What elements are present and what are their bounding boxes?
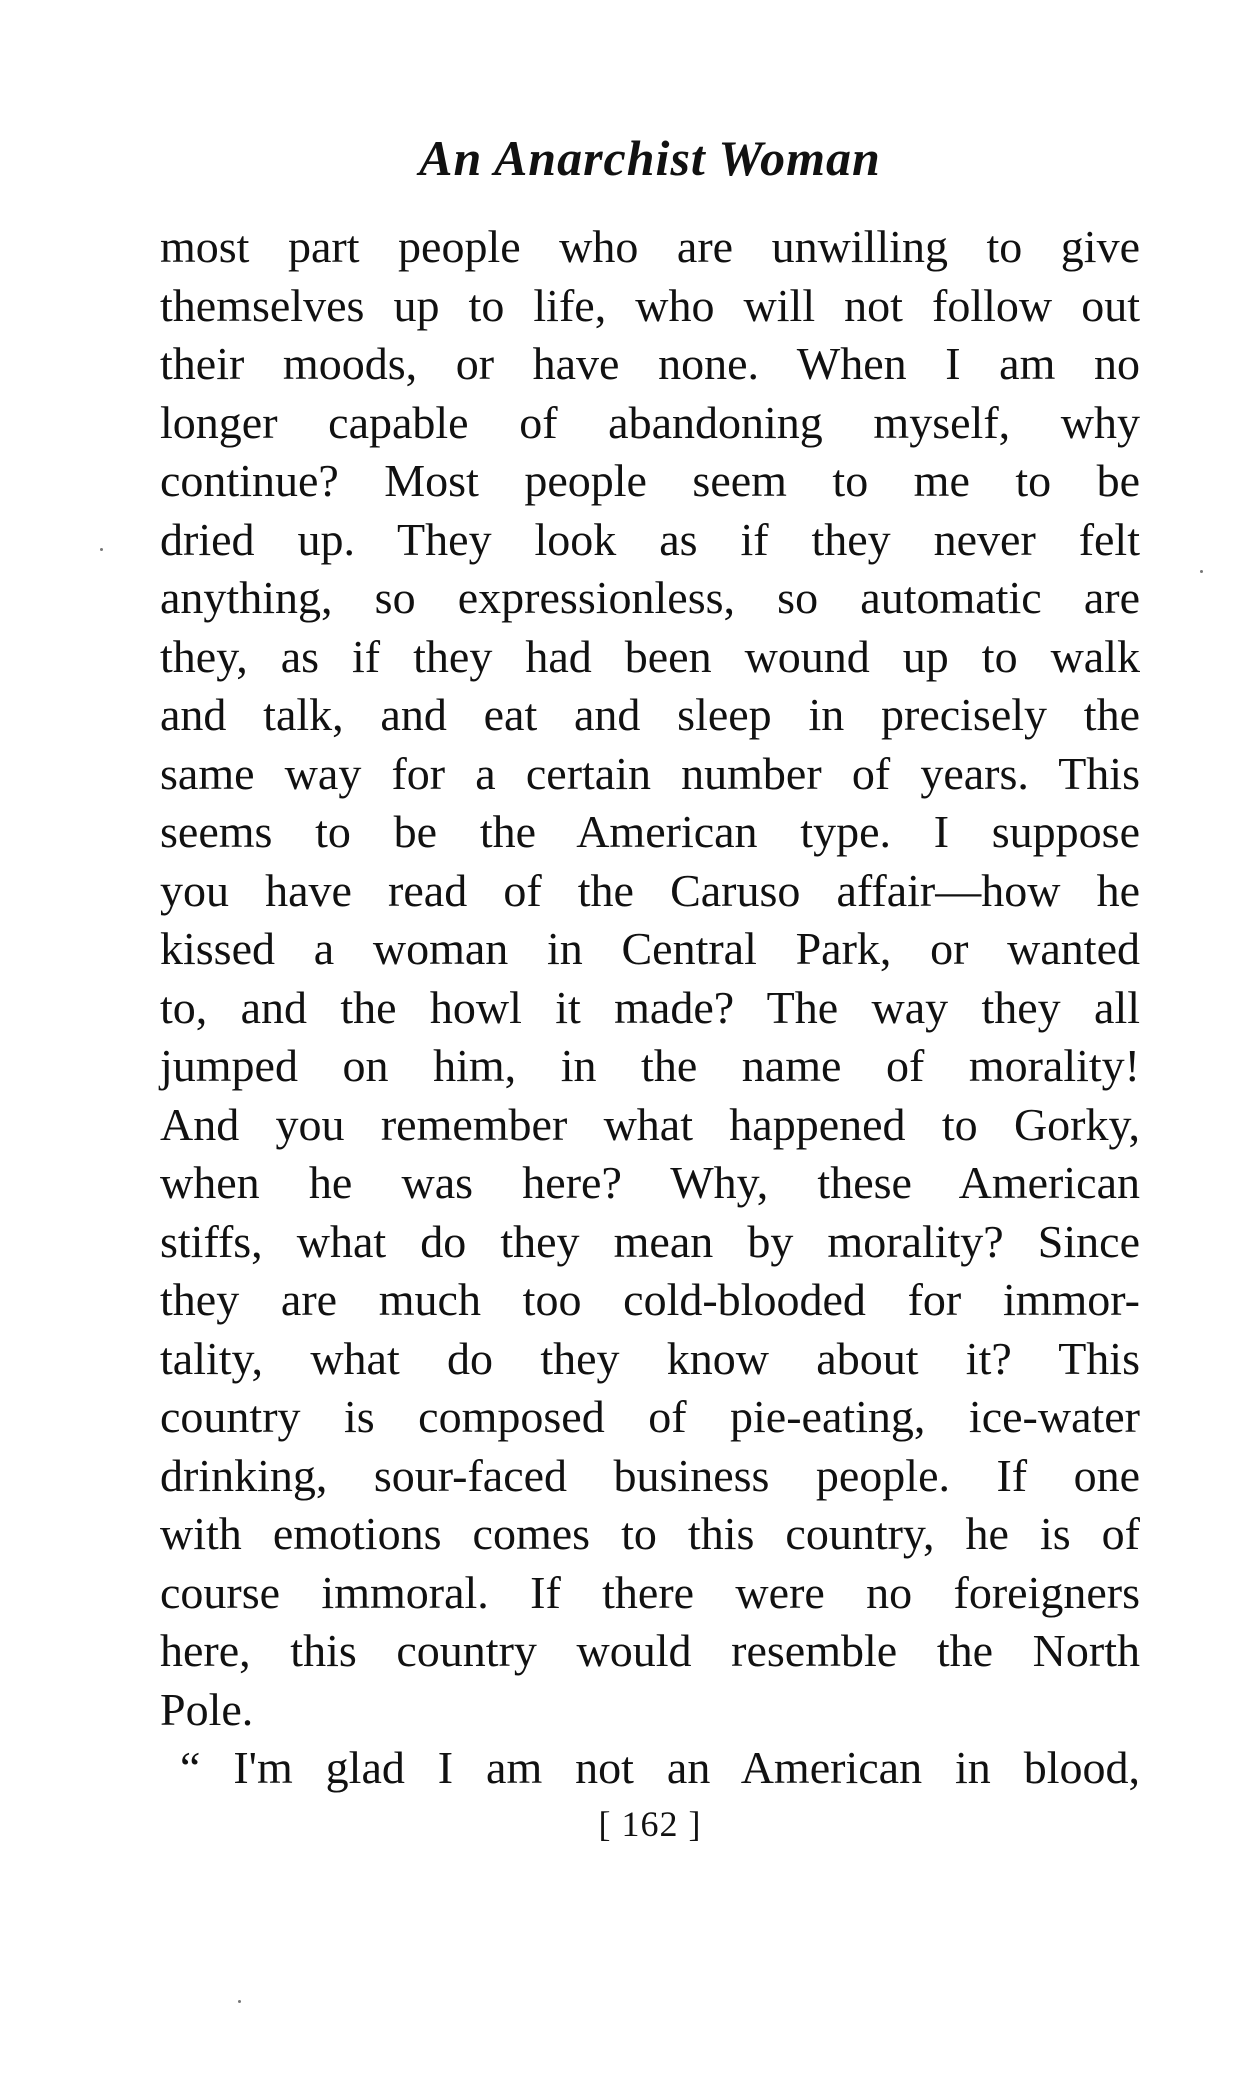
text-line: they are much too cold-blooded for immor- bbox=[160, 1274, 1140, 1325]
text-line: most part people who are unwilling to give bbox=[160, 221, 1140, 272]
paragraph-end-line: Pole. bbox=[160, 1683, 254, 1735]
text-line: And you remember what happened to Gorky, bbox=[160, 1098, 1140, 1150]
text-line: tality, what do they know about it? This bbox=[160, 1332, 1140, 1384]
scan-speck bbox=[1200, 570, 1203, 573]
text-line: seems to be the American type. I suppose bbox=[160, 806, 1140, 857]
text-line: when he was here? Why, these American bbox=[160, 1157, 1140, 1208]
text-line: jumped on him, in the name of morality! bbox=[160, 1040, 1140, 1091]
scan-speck bbox=[100, 548, 103, 551]
text-line: course immoral. If there were no foreigners bbox=[160, 1566, 1140, 1618]
text-line: to, and the howl it made? The way they all bbox=[160, 981, 1140, 1033]
running-title: An Anarchist Woman bbox=[419, 130, 881, 186]
text-line: and talk, and eat and sleep in precisely the bbox=[160, 689, 1140, 740]
text-line: they, as if they had been wound up to walk bbox=[160, 630, 1140, 682]
body-text bbox=[160, 218, 1140, 1798]
text-line: stiffs, what do they mean by morality? Since bbox=[160, 1215, 1140, 1267]
text-line: with emotions comes to this country, he is of bbox=[160, 1508, 1140, 1559]
scan-speck bbox=[238, 2000, 241, 2003]
text-line: drinking, sour-faced business people. If one bbox=[160, 1449, 1140, 1501]
text-line: longer capable of abandoning myself, why bbox=[160, 396, 1140, 448]
text-line: you have read of the Caruso affair—how he bbox=[160, 864, 1140, 916]
page-number: [ 162 ] bbox=[598, 1804, 702, 1844]
text-line: continue? Most people seem to me to be bbox=[160, 455, 1140, 506]
text-line: themselves up to life, who will not follow out bbox=[160, 279, 1140, 331]
text-line: anything, so expressionless, so automatic are bbox=[160, 572, 1140, 623]
text-line: here, this country would resemble the North bbox=[160, 1625, 1140, 1676]
text-line: “ I'm glad I am not an American in blood, bbox=[180, 1742, 1140, 1793]
text-line: same way for a certain number of years. This bbox=[160, 747, 1140, 799]
text-line: dried up. They look as if they never felt bbox=[160, 513, 1140, 565]
text-line: kissed a woman in Central Park, or wanted bbox=[160, 923, 1140, 974]
text-line: their moods, or have none. When I am no bbox=[160, 338, 1140, 389]
text-line: country is composed of pie-eating, ice-water bbox=[160, 1391, 1140, 1442]
